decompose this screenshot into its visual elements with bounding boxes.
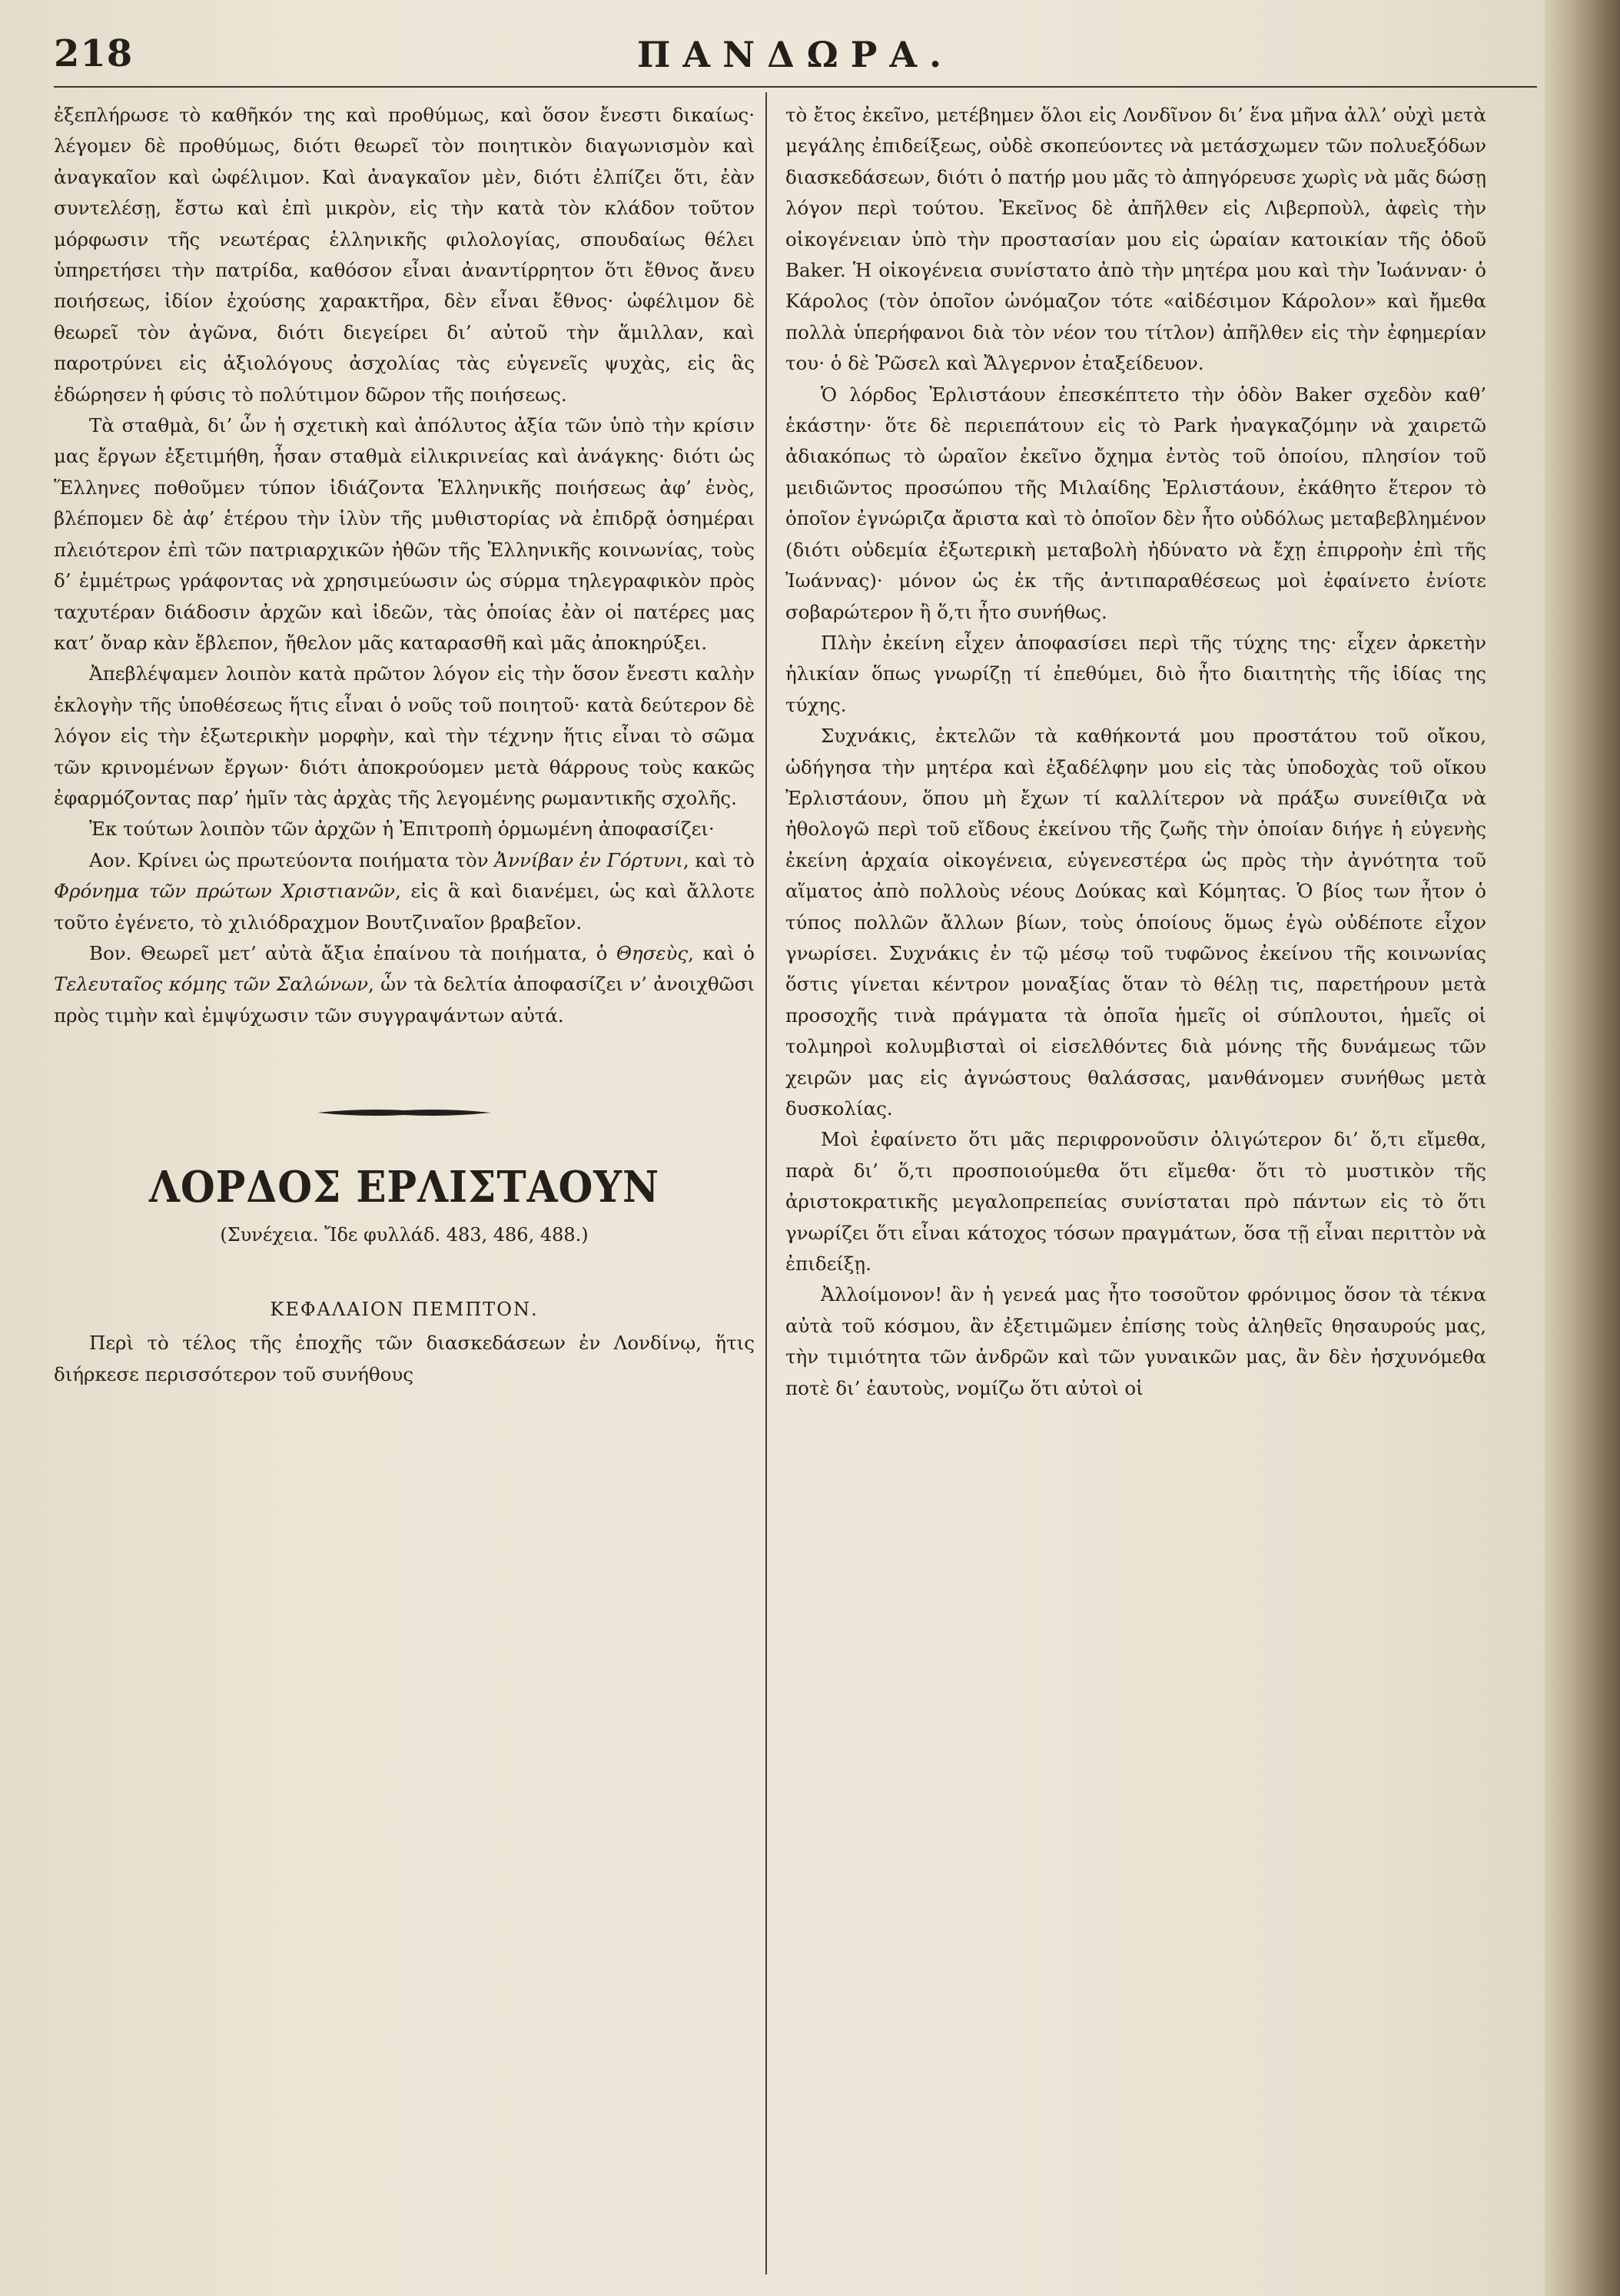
- section-subtitle: (Συνέχεια. Ἴδε φυλλάδ. 483, 486, 488.): [220, 1224, 589, 1246]
- work-title: Θησεὺς: [616, 941, 689, 964]
- chapter-heading: ΚΕΦΑΛΑΙΟΝ ΠΕΜΠΤΟΝ.: [270, 1299, 539, 1321]
- paragraph: τὸ ἔτος ἐκεῖνο, μετέβημεν ὅλοι εἰς Λονδῖνον δι’ ἕνα μῆνα ἀλλ’ οὐχὶ μετὰ μεγάλης ἐπιδείξεως, οὐδὲ σκοπεύοντες νὰ μετάσχωμεν τῶν πολυεξόδων διασκεδάσεων, διότι ὁ πατήρ μου μᾶς τὸ ἀπηγόρευσε χωρὶς νὰ μᾶς δώσῃ λόγον περὶ τούτου. Ἐκεῖνος δὲ ἀπῆλθεν εἰς Λιβερποὺλ, ἀφεὶς τὴν οἰκογένειαν ὑπὸ τὴν προστασίαν μου εἰς ὡραίαν κατοικίαν τῆς ὁδοῦ Baker. Ἡ οἰκογένεια συνίστατο ἀπὸ τὴν μητέρα μου καὶ τὴν Ἰωάνναν· ὁ Κάρολος (τὸν ὁποῖον ὠνόμαζον τότε «αἰδέσιμον Κάρολον» καὶ ἤμεθα πολλὰ ὑπερήφανοι διὰ τὸν νέον του τίτλον) ἀπῆλθεν εἰς τὴν ἐφημερίαν του· ὁ δὲ Ῥῶσελ καὶ Ἄλγερνον ἐταξείδευον.: [785, 104, 1486, 375]
- work-title: Τελευταῖος κόμης τῶν Σαλώνων: [54, 973, 369, 996]
- text-run: , εἰς ἃ καὶ διανέμει, ὡς καὶ ἄλλοτε τοῦτο ἐγένετο, τὸ χιλιόδραχμον Βουτζιναῖον βραβεῖον.: [54, 880, 755, 934]
- paragraph: Ἀπεβλέψαμεν λοιπὸν κατὰ πρῶτον λόγον εἰς τὴν ὅσον ἔνεστι καλὴν ἐκλογὴν τῆς ὑποθέσεως ἥτις εἶναι ὁ νοῦς τοῦ ποιητοῦ· κατὰ δεύτερον δὲ λόγον εἰς τὴν ἐξωτερικὴν μορφὴν, καὶ τὴν τέχνην ἥτις εἶναι τὸ σῶμα τῶν κρινομένων ἔργων· διότι ἀποκρούομεν μετὰ θάρρους τοὺς κακῶς ἐφαρμόζοντας παρ’ ἡμῖν τὰς ἀρχὰς τῆς λεγομένης ρωμαντικῆς σχολῆς.: [54, 662, 755, 809]
- paragraph: Τὰ σταθμὰ, δι’ ὧν ἡ σχετικὴ καὶ ἀπόλυτος ἀξία τῶν ὑπὸ τὴν κρίσιν μας ἔργων ἐξετιμήθη, ἦσαν σταθμὰ εἰλικρινείας καὶ ἀνάγκης· διότι ὡς Ἕλληνες ποθοῦμεν τύπον ἰδιάζοντα Ἑλληνικῆς ποιήσεως ἀφ’ ἑνὸς, βλέπομεν δὲ ἀφ’ ἑτέρου τὴν ἰλὺν τῆς μυθιστορίας νὰ ἐπιδρᾷ ὁσημέραι πλειότερον ἐπὶ τῶν πατριαρχικῶν ἠθῶν τῆς Ἑλληνικῆς κοινωνίας, τοὺς δ’ ἐμμέτρως γράφοντας νὰ χρησιμεύωσιν ὡς σύρμα τηλεγραφικὸν πρὸς ταχυτέραν διάδοσιν ἀρχῶν καὶ ἰδεῶν, τὰς ὁποίας ἐὰν οἱ πατέρες μας κατ’ ὄναρ κὰν ἔβλεπον, ἤθελον μᾶς καταρασθῆ καὶ μᾶς ἀποκηρύξει.: [54, 414, 755, 654]
- book-spine-shadow: [1545, 0, 1620, 2296]
- text-run: Βον. Θεωρεῖ μετ’ αὐτὰ ἄξια ἐπαίνου τὰ ποιήματα, ὁ: [89, 941, 608, 964]
- text-run: , καὶ τὸ: [682, 848, 755, 871]
- text-run: , ὧν τὰ δελτία ἀποφασίζει ν’ ἀνοιχθῶσι πρὸς τιμὴν καὶ ἐμψύχωσιν τῶν συγγραψάντων αὐτά.: [54, 973, 755, 1027]
- running-title: ΠΑΝΔΩΡΑ.: [636, 34, 954, 75]
- paragraph: Ἐκ τούτων λοιπὸν τῶν ἀρχῶν ἡ Ἐπιτροπὴ ὁρμωμένη ἀποφασίζει·: [89, 818, 715, 841]
- paragraph: ἐξεπλήρωσε τὸ καθῆκόν της καὶ προθύμως, καὶ ὅσον ἔνεστι δικαίως· λέγομεν δὲ προθύμως, διότι θεωρεῖ τὸν ποιητικὸν διαγωνισμὸν καὶ ἀναγκαῖον καὶ ὠφέλιμον. Καὶ ἀναγκαῖον μὲν, διότι ἐλπίζει ὅτι, ἐὰν συντελέσῃ, ἔστω καὶ ἐπὶ μικρὸν, εἰς τὴν κατὰ τὸν κλάδον τοῦτον μόρφωσιν τῆς νεωτέρας ἑλληνικῆς φιλολογίας, σπουδαίως θέλει ὑπηρετήσει τὴν πατρίδα, καθόσον εἶναι ἀναντίρρητον ὅτι ἔθνος ἄνευ ποιήσεως, ἰδίον ἐχούσης χαρακτῆρα, δὲν εἶναι ἔθνος· ὠφέλιμον δὲ θεωρεῖ τὸν ἀγῶνα, διότι διεγείρει δι’ αὐτοῦ τὴν ἅμιλλαν, καὶ παροτρύνει εἰς ἀξιολόγους ἀσχολίας τὰς εὐγενεῖς ψυχὰς, εἰς ἃς ἐδώρησεν ἡ φύσις τὸ πολύτιμον δῶρον τῆς ποιήσεως.: [54, 104, 755, 406]
- right-column: [785, 100, 1486, 2274]
- paragraph: Ἀλλοίμονον! ἂν ἡ γενεά μας ἦτο τοσοῦτον φρόνιμος ὅσον τὰ τέκνα αὐτὰ τοῦ κόσμου, ἂν ἐξετιμῶμεν ἐπίσης τοὺς ἀληθεῖς θησαυρούς μας, τὴν τιμιότητα τῶν ἀνδρῶν καὶ τῶν γυναικῶν μας, ἂν δὲν ἠσχυνόμεθα ποτὲ δι’ ἑαυτοὺς, νομίζω ὅτι αὐτοὶ οἱ: [785, 1283, 1486, 1399]
- work-title: Ἀννίβαν ἐν Γόρτυνι: [494, 848, 683, 871]
- page-header: [54, 32, 1537, 86]
- paragraph: Μοὶ ἐφαίνετο ὅτι μᾶς περιφρονοῦσιν ὀλιγώτερον δι’ ὅ,τι εἴμεθα, παρὰ δι’ ὅ,τι προσποιούμεθα ὅτι εἴμεθα· ὅτι τὸ μυστικὸν τῆς ἀριστοκρατικῆς μεγαλοπρεπείας συνίσταται πρὸ πάντων εἰς τὸ ὅτι γνωρίζει ὅτι εἶναι κάτοχος τόσων πραγμάτων, ὅσα τῇ εἶναι περιττὸν νὰ ἐπιδείξῃ.: [785, 1128, 1486, 1276]
- decision-paragraph-a: [54, 845, 755, 938]
- text-run: , καὶ ὁ: [688, 941, 755, 964]
- text-run: Αον. Κρίνει ὡς πρωτεύοντα ποιήματα τὸν: [89, 848, 489, 871]
- decision-paragraph-b: [54, 938, 755, 1031]
- paragraph: Περὶ τὸ τέλος τῆς ἐποχῆς τῶν διασκεδάσεων ἐν Λονδίνῳ, ἥτις διήρκεσε περισσότερον τοῦ συνήθους: [54, 1332, 755, 1385]
- section-title: ΛΟΡΔΟΣ ΕΡΛΙΣΤΑΟΥΝ: [148, 1162, 660, 1213]
- column-divider: [765, 92, 767, 2274]
- paragraph: Συχνάκις, ἐκτελῶν τὰ καθήκοντά μου προστάτου τοῦ οἴκου, ὡδήγησα τὴν μητέρα καὶ ἐξαδέλφην μου εἰς τὰς ὑποδοχὰς τοῦ οἴκου Ἐρλιστάουν, ὅπου μὴ ἔχων τί καλλίτερον νὰ πράξω συνείθιζα νὰ ἠθολογῶ περὶ τοῦ εἴδους ἐκείνου τῆς ζωῆς τὴν ὁποίαν διήγε ἡ εὐγενὴς ἐκείνη ἀρχαία οἰκογένεια, εὐγενεστέρα ὡς πρὸς τὴν ἀγνότητα τοῦ αἵματος ἀπὸ πολλοὺς νέους Δούκας καὶ Κόμητας. Ὁ βίος των ἦτον ὁ τύπος πολλῶν ἄλλων βίων, τοὺς ὁποίους ὅμως ἐγὼ οὐδέποτε εἶχον γνωρίσει. Συχνάκις ἐν τῷ μέσῳ τοῦ τυφῶνος ἐκείνου τῆς κοινωνίας ὅστις γίνεται κέντρον μοναξίας ὅταν τὸ θέλῃ τις, παρετήρουν μετὰ προσοχῆς τινὰ πράγματα τὰ ὁποῖα ἡμεῖς οἱ σύπλουτοι, ἡμεῖς οἱ τολμηροὶ κολυμβισταὶ οἱ εἰσελθόντες διὰ μόνης τῆς δυνάμεως τῶν χειρῶν μας εἰς ἀγνώστους θαλάσσας, μανθάνομεν συνήθως μετὰ δυσκολίας.: [785, 725, 1486, 1120]
- paragraph: Πλὴν ἐκείνη εἶχεν ἀποφασίσει περὶ τῆς τύχης της· εἶχεν ἀρκετὴν ἡλικίαν ὅπως γνωρίζῃ τί ἐπεθύμει, διὸ ἦτο διαιτητὴς τῆς ἰδίας της τύχης.: [785, 631, 1486, 716]
- page-number: 218: [54, 32, 134, 75]
- work-title: Φρόνημα τῶν πρώτων Χριστιανῶν: [54, 880, 395, 903]
- left-column: [54, 100, 755, 2274]
- header-rule: [54, 86, 1537, 88]
- section-ornament: [316, 1105, 493, 1120]
- paragraph: Ὁ λόρδος Ἐρλιστάουν ἐπεσκέπτετο τὴν ὁδὸν Baker σχεδὸν καθ’ ἑκάστην· ὅτε δὲ περιεπάτουν εἰς τὸ Park ἠναγκαζόμην νὰ χαιρετῶ ἀδιακόπως τὸ ὡραῖον ἐκεῖνο ὄχημα ἐντὸς τοῦ ὁποίου, πλησίον τοῦ μειδιῶντος προσώπου τῆς Μιλαίδης Ἐρλιστάουν, ἐκάθητο ἕτερον τὸ ὁποῖον ἐγνώριζα ἄριστα καὶ τὸ ὁποῖον δὲν ἦτο οὐδόλως μεταβεβλημένον (διότι οὐδεμία ἐξωτερικὴ μεταβολὴ ἠδύνατο νὰ ἔχῃ ἐπιρροὴν ἐπὶ τῆς Ἰωάννας)· μόνον ὡς ἐκ τῆς ἀντιπαραθέσεως μοὶ ἐφαίνετο ἐνίοτε σοβαρώτερον ἢ ὅ,τι ἦτο συνήθως.: [785, 383, 1486, 623]
